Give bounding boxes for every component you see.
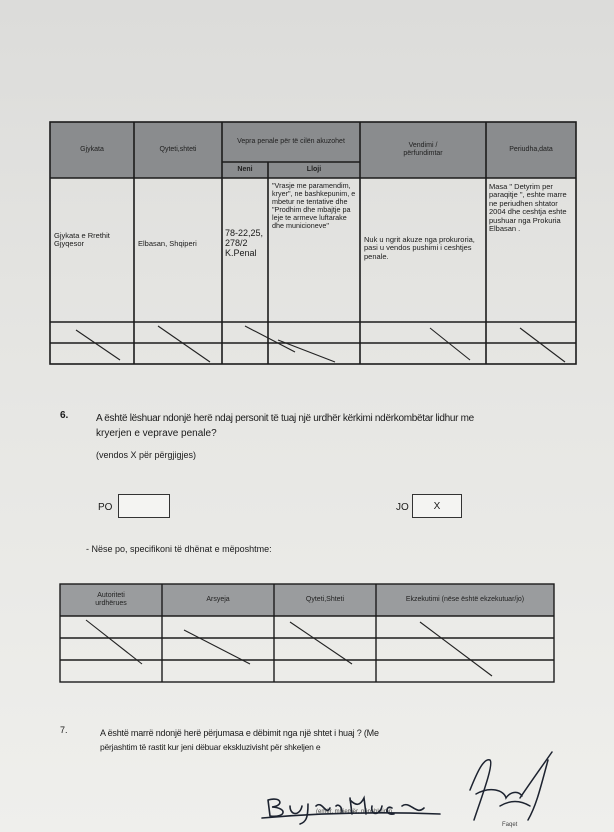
cell-neni: 78-22,25, 278/2 K.Penal <box>225 228 264 259</box>
header-autoriteti: Autoriteti urdhërues <box>60 584 162 616</box>
header-vendimi: Vendimi / përfundimtar <box>360 122 486 178</box>
empty-row-strikes <box>76 326 565 362</box>
po-label: PO <box>98 502 113 513</box>
header-qyteti-shteti: Qyteti,Shteti <box>274 584 376 616</box>
specify-instruction: - Nëse po, specifikoni të dhënat e mëposhtme: <box>86 544 272 554</box>
cell-lloji: "Vrasje me paramendim, kryer", ne bashkepunim, e mbetur ne tentative dhe "Prodhim dhe mbajtje pa leje te armeve luftarake dhe municioneve" <box>272 181 356 231</box>
question-6-number: 6. <box>60 410 69 421</box>
cell-periudha: Masa " Detyrim per paraqitje ", eshte marre ne periudhen shtator 2004 dhe ceshtja eshte pushuar nga Prokuria Elbasan . <box>489 182 567 233</box>
header-periudha: Periudha,data <box>486 122 576 178</box>
signature-handwriting <box>262 798 440 824</box>
cell-vendimi: Nuk u ngrit akuze nga prokuroria, pasi u vendos pushimi i ceshtjes penale. <box>364 235 475 261</box>
question-6-text-line1: A është lëshuar ndonjë herë ndaj personit të tuaj një urdhër kërkimi ndërkombëtar lidhur me <box>96 413 474 424</box>
signature-scribble-right <box>470 752 552 820</box>
header-gjykata: Gjykata <box>50 122 134 178</box>
question-6-text-line2: kryerjen e veprave penale? <box>96 428 217 439</box>
question-7-text-line1: A është marrë ndonjë herë përjumasa e dëbimit nga një shtet i huaj ? (Me <box>100 728 379 738</box>
cell-qyteti: Elbasan, Shqiperi <box>138 239 197 248</box>
header-qyteti: Qyteti,shteti <box>134 122 222 178</box>
header-lloji: Lloji <box>268 162 360 178</box>
header-arsyeja: Arsyeja <box>162 584 274 616</box>
jo-checkbox[interactable]: X <box>412 494 462 518</box>
header-neni: Neni <box>222 162 268 178</box>
header-vepra: Vepra penale për të cilën akuzohet <box>222 122 360 162</box>
signature-caption: (emër, mbiemër, nënshkrimi) <box>316 809 393 815</box>
question-7-number: 7. <box>60 725 68 735</box>
question-6-instruction: (vendos X për përgjigjes) <box>96 450 197 460</box>
cell-gjykata: Gjykata e Rrethit Gjyqesor <box>54 231 110 249</box>
question-7-text-line2: përjashtim të rastit kur jeni dëbuar ekskluzivisht për shkeljen e <box>100 742 321 752</box>
page-caption: Faqet <box>502 822 518 828</box>
jo-label: JO <box>396 502 409 513</box>
header-ekzekutimi: Ekzekutimi (nëse është ekzekutuar/jo) <box>376 584 554 616</box>
